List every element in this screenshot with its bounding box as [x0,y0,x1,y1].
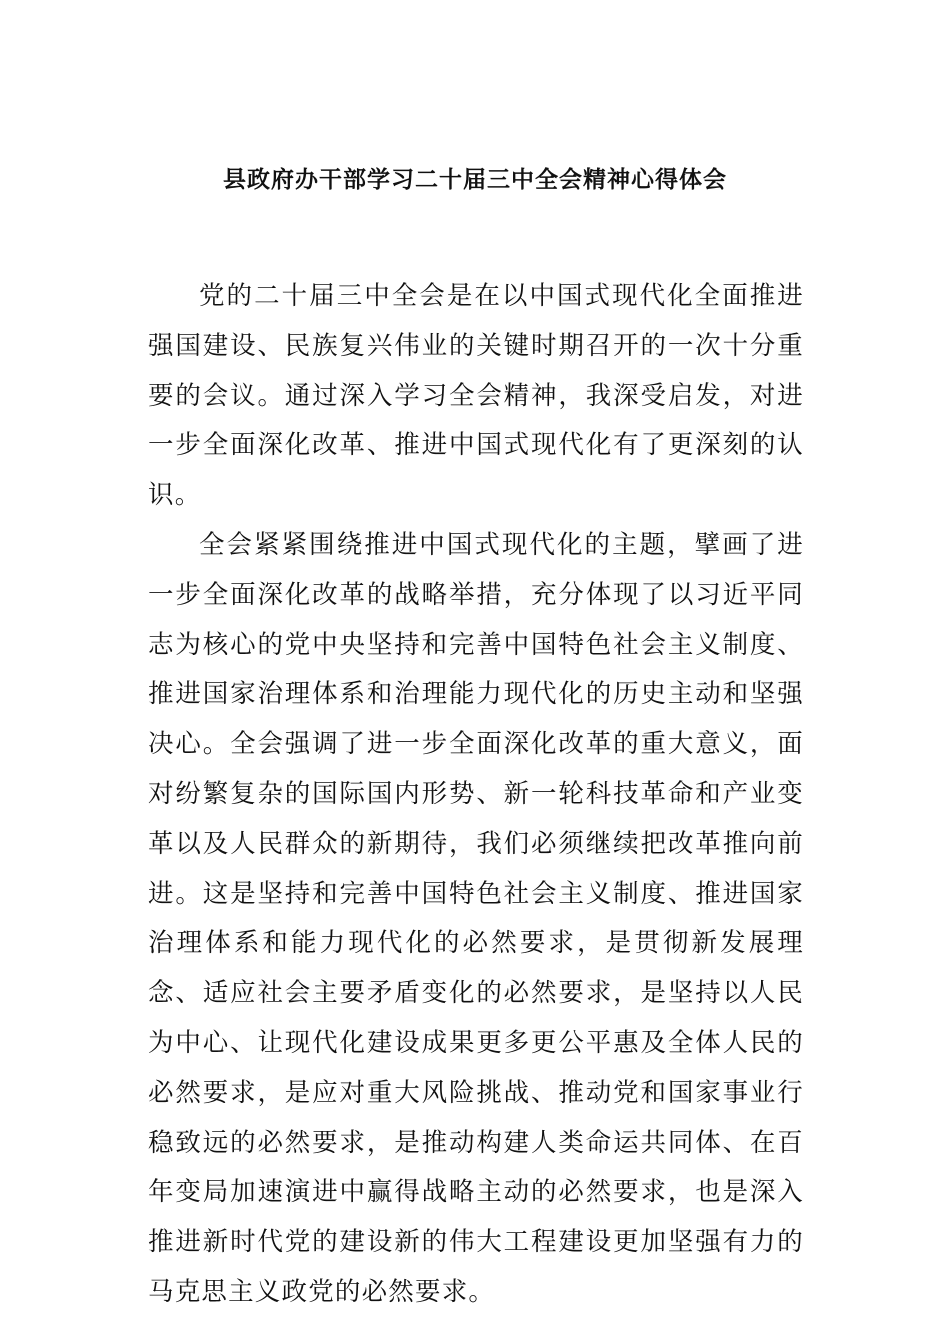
document-body [148,272,804,1318]
paragraph-1: 党的二十届三中全会是在以中国式现代化全面推进强国建设、民族复兴伟业的关键时期召开的一次十分重要的会议。通过深入学习全会精神，我深受启发，对进一步全面深化改革、推进中国式现代化有了更深刻的认识。 [148,281,804,511]
paragraph-2: 全会紧紧围绕推进中国式现代化的主题，擘画了进一步全面深化改革的战略举措，充分体现了以习近平同志为核心的党中央坚持和完善中国特色社会主义制度、推进国家治理体系和治理能力现代化的历史主动和坚强决心。全会强调了进一步全面深化改革的重大意义，面对纷繁复杂的国际国内形势、新一轮科技革命和产业变革以及人民群众的新期待，我们必须继续把改革推向前进。这是坚持和完善中国特色社会主义制度、推进国家治理体系和能力现代化的必然要求，是贯彻新发展理念、适应社会主要矛盾变化的必然要求，是坚持以人民为中心、让现代化建设成果更多更公平惠及全体人民的必然要求，是应对重大风险挑战、推动党和国家事业行稳致远的必然要求，是推动构建人类命运共同体、在百年变局加速演进中赢得战略主动的必然要求，也是深入推进新时代党的建设新的伟大工程建设更加坚强有力的马克思主义政党的必然要求。 [148,529,804,1307]
document-title: 县政府办干部学习二十届三中全会精神心得体会 [223,167,727,193]
